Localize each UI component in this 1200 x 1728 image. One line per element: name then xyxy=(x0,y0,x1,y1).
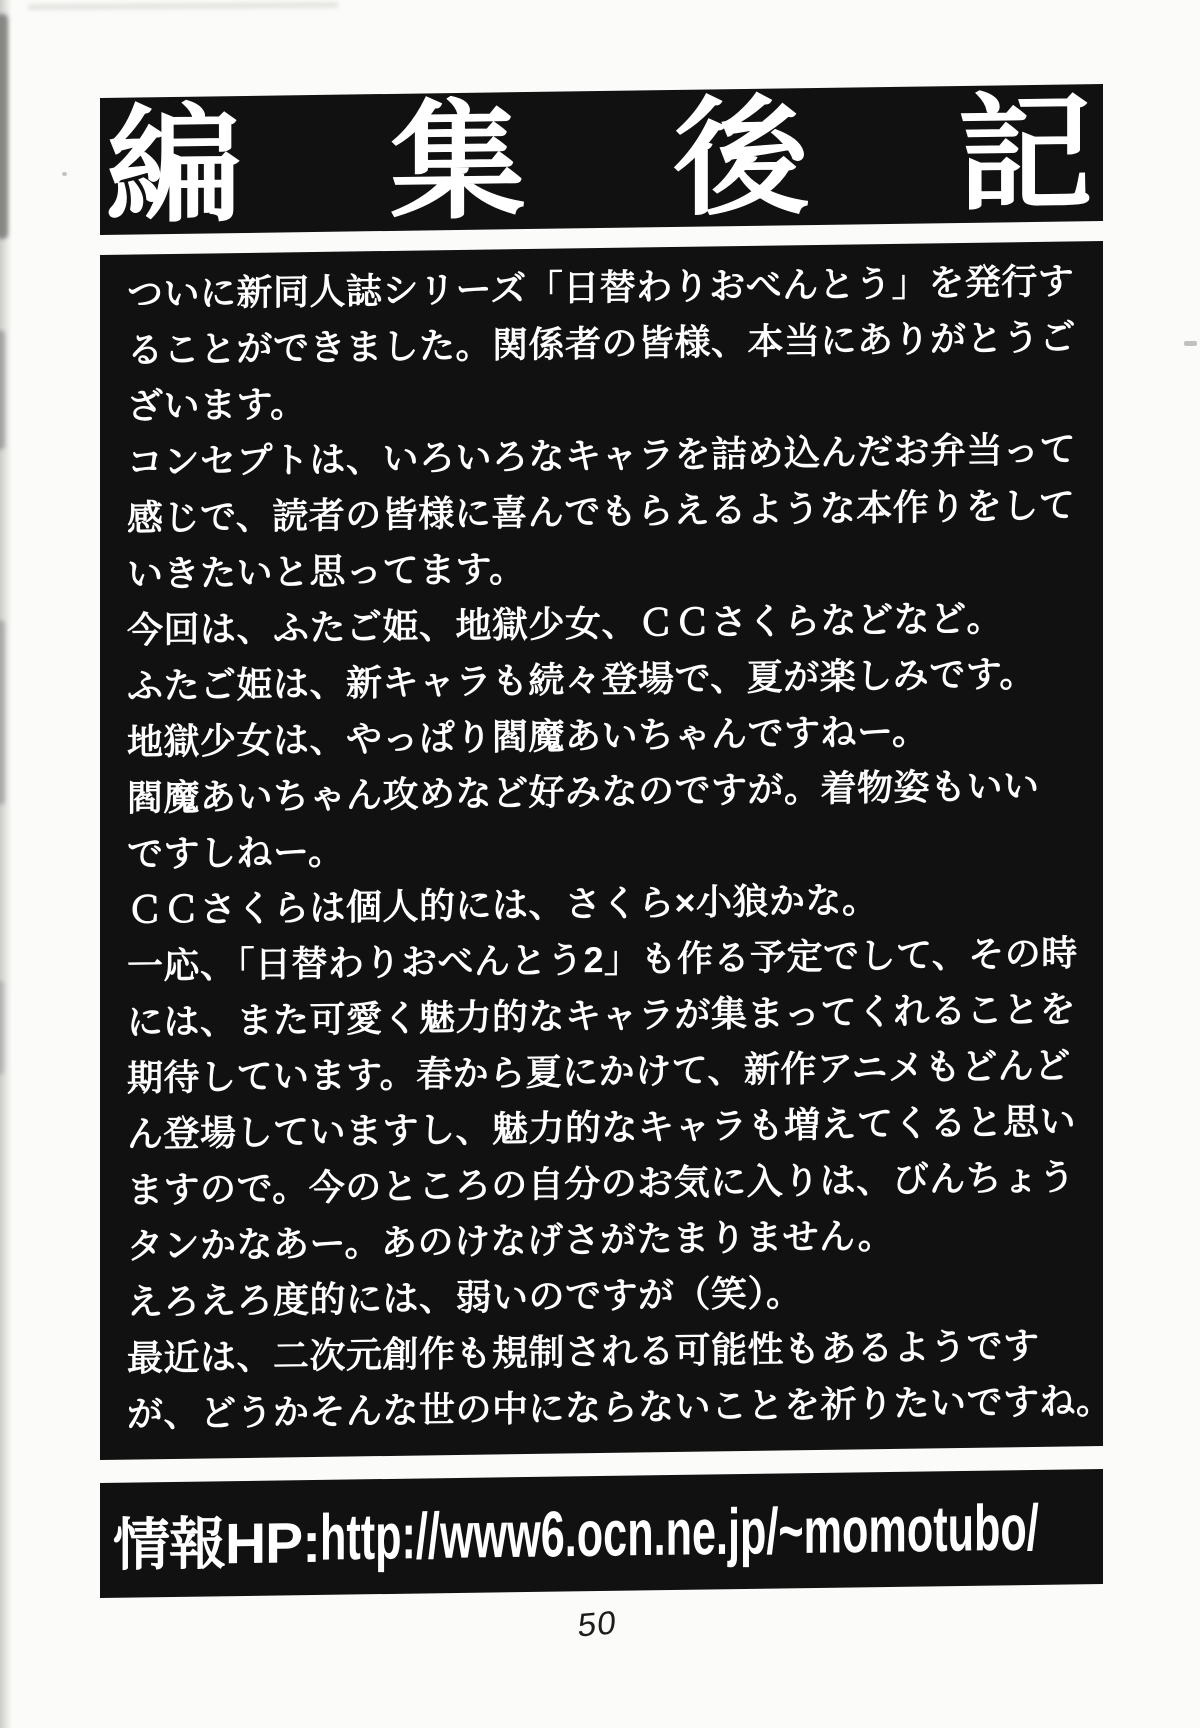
scan-edge-shadow xyxy=(0,0,12,1728)
afterword-text-line: ざいます。 xyxy=(127,383,307,427)
scan-right-mark xyxy=(1184,341,1197,346)
afterword-text-line: 感じで、読者の皆様に喜んでもらえるような本作りをして xyxy=(127,484,1076,539)
afterword-text-line: ふたご姫は、新キャラも続々登場で、夏が楽しみです。 xyxy=(127,652,1036,707)
page-number: 50 xyxy=(576,1603,619,1644)
scan-dust-speck xyxy=(62,172,67,176)
afterword-text-line: が、どうかそんな世の中にならないことを祈りたいですね。 xyxy=(127,1379,1113,1435)
website-url: http://www6.ocn.ne.jp/~momotubo/ xyxy=(320,1491,1039,1574)
afterword-text-line: 期待しています。春から夏にかけて、新作アニメもどんど xyxy=(127,1044,1071,1099)
afterword-text-line: ることができました。関係者の皆様、本当にありがとうご xyxy=(127,316,1077,371)
afterword-text-line: ん登場していますし、魅力的なキャラも増えてくると思い xyxy=(127,1100,1077,1155)
afterword-text-line: コンセプトは、いろいろなキャラを詰め込んだお弁当って xyxy=(127,428,1077,483)
page-title-char: 集 xyxy=(389,89,526,234)
scan-edge-smudge xyxy=(0,14,8,239)
page-title-char: 記 xyxy=(956,81,1093,226)
afterword-text-line: 一応、「日替わりおべんとう2」も作る予定でして、その時 xyxy=(127,932,1078,987)
afterword-text-line: 最近は、二次元創作も規制される可能性もあるようです xyxy=(127,1324,1040,1379)
afterword-text-line: 地獄少女は、やっぱり閻魔あいちゃんですねー。 xyxy=(127,710,929,763)
info-hp-label: 情報HP: xyxy=(113,1510,321,1578)
afterword-text-block xyxy=(100,241,1113,1460)
afterword-text-line: ですしねー。 xyxy=(127,830,345,875)
scan-edge-smudge xyxy=(0,620,5,805)
page-title-char: 後 xyxy=(673,85,810,230)
footer-bar xyxy=(100,1469,1103,1598)
afterword-text-line: ＣＣさくらは個人的には、さくら×小狼かな。 xyxy=(127,879,879,931)
scan-edge-smudge xyxy=(0,330,5,450)
afterword-text-line: ついに新同人誌シリーズ「日替わりおべんとう」を発行す xyxy=(127,260,1075,315)
afterword-text-line: ますので。今のところの自分のお気に入りは、びんちょう xyxy=(127,1156,1076,1211)
afterword-text-line: 閻魔あいちゃん攻めなど好みなのですが。着物姿もいい xyxy=(127,764,1040,819)
afterword-text-line: タンかなあー。あのけなげさがたまりません。 xyxy=(127,1214,895,1267)
afterword-text-line: 今回は、ふたご姫、地獄少女、ＣＣさくらなどなど。 xyxy=(127,597,1004,651)
afterword-text-line: には、また可愛く魅力的なキャラが集まってくれることを xyxy=(127,988,1077,1043)
title-bar xyxy=(100,81,1103,238)
afterword-text-line: いきたいと思ってます。 xyxy=(127,548,526,595)
afterword-text-line: えろえろ度的には、弱いのですが（笑）。 xyxy=(127,1272,803,1323)
page-title-char: 編 xyxy=(106,93,242,238)
scan-edge-smudge xyxy=(0,980,4,1075)
